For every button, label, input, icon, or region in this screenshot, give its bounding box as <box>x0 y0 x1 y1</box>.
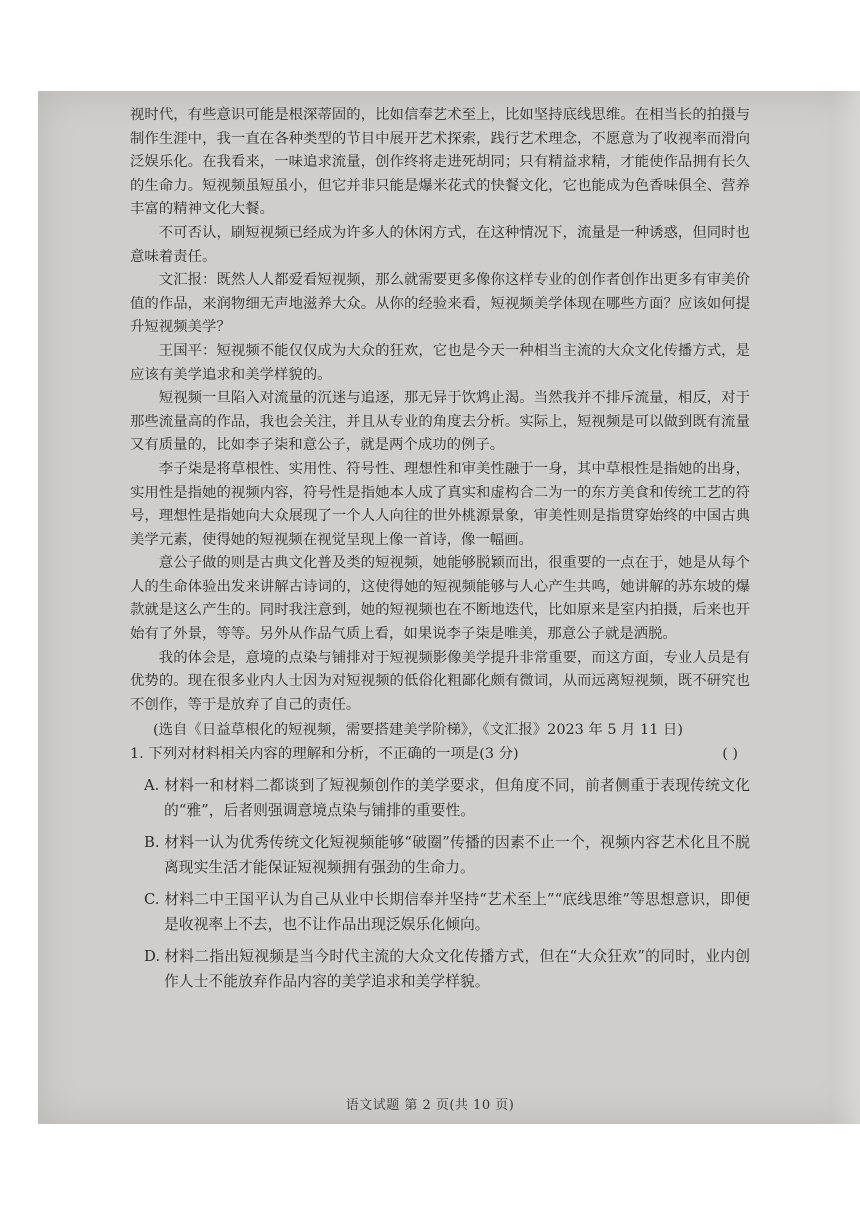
passage-paragraph: 不可否认，刷短视频已经成为许多人的休闲方式，在这种情况下，流量是一种诱惑，但同时也意味着责任。 <box>130 224 750 265</box>
option-a <box>130 773 750 824</box>
option-d <box>130 944 750 995</box>
passage-paragraph: 李子柒是将草根性、实用性、符号性、理想性和审美性融于一身，其中草根性是指她的出身，实用性是指她的视频内容，符号性是指她本人成了真实和虚构合二为一的东方美食和传统工艺的符号，理想性是指她向大众展现了一个人人向往的世外桃源景象，审美性则是指贯穿始终的中国古典美学元素，使得她的短视频在视觉呈现上像一首诗，像一幅画。 <box>130 460 750 548</box>
passage-paragraph: 文汇报：既然人人都爱看短视频，那么就需要更多像你这样专业的创作者创作出更多有审美价值的作品，来润物细无声地滋养大众。从你的经验来看，短视频美学体现在哪些方面？应该如何提升短视频美学？ <box>130 272 750 336</box>
option-c <box>130 887 750 938</box>
option-letter: A. <box>144 776 160 794</box>
sheet-edge-shadow <box>832 91 860 1124</box>
passage-paragraph: 短视频一旦陷入对流量的沉迷与追逐，那无异于饮鸩止渴。当然我并不排斥流量，相反，对于那些流量高的作品，我也会关注，并且从专业的角度去分析。实际上，短视频是可以做到既有流量又有质量的，比如李子柒和意公子，就是两个成功的例子。 <box>130 390 750 454</box>
question-text: 1. 下列对材料相关内容的理解和分析，不正确的一项是(3 分) <box>130 746 519 763</box>
passage-paragraph: 王国平：短视频不能仅仅成为大众的狂欢，它也是今天一种相当主流的大众文化传播方式，是应该有美学追求和美学样貌的。 <box>130 342 750 383</box>
passage-source: (选自《日益草根化的短视频，需要搭建美学阶梯》，《文汇报》2023 年 5 月 11 日) <box>153 722 683 739</box>
option-text: 材料二指出短视频是当今时代主流的大众文化传播方式，但在“大众狂欢”的同时，业内创作人士不能放弃作品内容的美学追求和美学样貌。 <box>164 947 750 991</box>
answer-blank: ( ) <box>722 746 738 763</box>
passage-paragraph: 我的体会是，意境的点染与铺排对于短视频影像美学提升非常重要，而这方面，专业人员是有优势的。现在很多业内人士因为对短视频的低俗化粗鄙化颇有微词，从而远离短视频，既不研究也不创作，等于是放弃了自己的责任。 <box>130 649 750 713</box>
option-letter: C. <box>144 890 160 908</box>
passage-paragraph: 意公子做的则是古典文化普及类的短视频，她能够脱颖而出，很重要的一点在于，她是从每个人的生命体验出发来讲解古诗词的，这使得她的短视频能够与人心产生共鸣，她讲解的苏东坡的爆款就是这么产生的。同时我注意到，她的短视频也在不断地迭代，比如原来是室内拍摄，后来也开始有了外景，等等。另外从作品气质上看，如果说李子柒是唯美，那意公子就是洒脱。 <box>130 555 750 643</box>
option-letter: D. <box>144 947 161 965</box>
option-text: 材料二中王国平认为自己从业中长期信奉并坚持“艺术至上”“底线思维”等思想意识，即便是收视率上不去，也不让作品出现泛娱乐化倾向。 <box>164 890 750 934</box>
page-footer: 语文试题 第 2 页(共 10 页) <box>345 1098 515 1113</box>
option-text: 材料一认为优秀传统文化短视频能够“破圈”传播的因素不止一个，视频内容艺术化且不脱离现实生活才能保证短视频拥有强劲的生命力。 <box>164 833 750 877</box>
option-b <box>130 830 750 881</box>
passage-paragraph: 视时代，有些意识可能是根深蒂固的，比如信奉艺术至上，比如坚持底线思维。在相当长的拍摄与制作生涯中，我一直在各种类型的节目中展开艺术探索，践行艺术理念，不愿意为了收视率而滑向泛娱乐化。在我看来，一味追求流量，创作终将走进死胡同；只有精益求精，才能使作品拥有长久的生命力。短视频虽短虽小，但它并非只能是爆米花式的快餐文化，它也能成为色香味俱全、营养丰富的精神文化大餐。 <box>130 107 750 218</box>
exam-content <box>130 104 750 1001</box>
option-text: 材料一和材料二都谈到了短视频创作的美学要求，但角度不同，前者侧重于表现传统文化的“雅”，后者则强调意境点染与铺排的重要性。 <box>164 776 750 820</box>
question-stem <box>130 743 738 767</box>
option-letter: B. <box>144 833 160 851</box>
answer-options <box>130 773 750 995</box>
